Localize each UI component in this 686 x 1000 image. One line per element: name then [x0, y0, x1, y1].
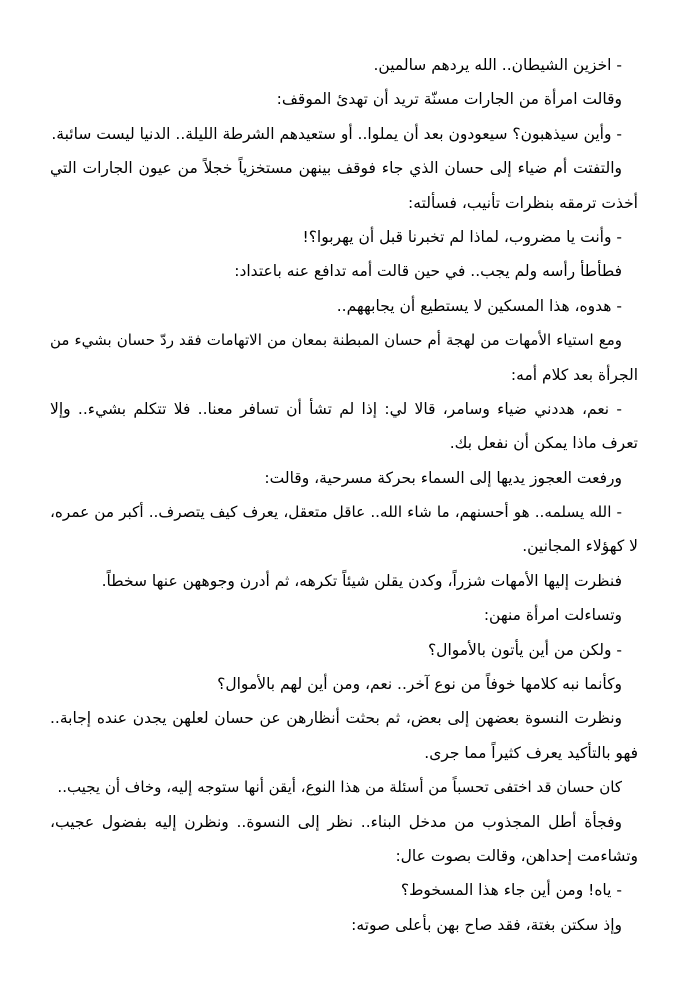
- text-line: ورفعت العجوز يديها إلى السماء بحركة مسرحية، وقالت:: [264, 468, 622, 487]
- text-line: - ولكن من أين يأتون بالأموال؟: [427, 640, 622, 659]
- text-line: - وأين سيذهبون؟ سيعودون بعد أن يملوا.. أو ستعيدهم الشرطة الليلة.. الدنيا ليست سائبة.: [51, 124, 622, 143]
- text-line: - نعم، هددني ضياء وسامر، قالا لي: إذا لم تشأ أن تسافر معنا.. فلا تتكلم بشيء.. وإلا: [50, 399, 622, 418]
- text-line: فنظرت إليها الأمهات شزراً، وكدن يقلن شيئاً تكرهه، ثم أدرن وجوههن عنها سخطاً.: [101, 571, 622, 590]
- text-line: فهو بالتأكيد يعرف كثيراً مما جرى.: [424, 743, 638, 762]
- text-line: والتفتت أم ضياء إلى حسان الذي جاء فوقف بينهن مستخزياً خجلاً من عيون الجارات التي: [50, 159, 622, 178]
- text-line: - وأنت يا مضروب، لماذا لم تخبرنا قبل أن يهربوا؟!: [302, 227, 622, 246]
- text-line: - اخزين الشيطان.. الله يردهم سالمين.: [373, 56, 622, 74]
- text-line: وقالت امرأة من الجارات مسنّة تريد أن تهدئ الموقف:: [276, 90, 622, 109]
- text-line: الجرأة بعد كلام أمه:: [510, 365, 638, 384]
- text-line: - ياه! ومن أين جاء هذا المسخوط؟: [400, 881, 622, 900]
- text-line: وتساءلت امرأة منهن:: [483, 606, 622, 625]
- text-line: ونظرت النسوة بعضهن إلى بعض، ثم بحثت أنظارهن عن حسان لعلهن يجدن عنده إجابة..: [50, 709, 622, 728]
- text-line: أخذت ترمقه بنظرات تأنيب، فسألته:: [408, 193, 638, 212]
- text-line: وإذ سكتن بغتة، فقد صاح بهن بأعلى صوته:: [351, 915, 622, 934]
- text-line: لا كهؤلاء المجانين.: [522, 537, 638, 556]
- text-line: فطأطأ رأسه ولم يجب.. في حين قالت أمه تدافع عنه باعتداد:: [234, 262, 622, 281]
- text-line: ومع استياء الأمهات من لهجة أم حسان المبطنة بمعان من الاتهامات فقد ردّ حسان بشيء من: [50, 331, 622, 350]
- text-line: كان حسان قد اختفى تحسباً من أسئلة من هذا النوع، أيقن أنها ستوجه إليه، وخاف أن يجيب..: [57, 778, 622, 797]
- text-line: وتشاءمت إحداهن، وقالت بصوت عال:: [395, 846, 638, 865]
- document-page: [50, 48, 638, 942]
- text-line: وفجأة أطل المجذوب من مدخل البناء.. نظر إلى النسوة.. ونظرن إليه بفضول عجيب،: [50, 812, 622, 831]
- text-line: تعرف ماذا يمكن أن نفعل بك.: [449, 434, 638, 453]
- text-line: - هدوه، هذا المسكين لا يستطيع أن يجابههم..: [336, 296, 622, 315]
- text-line: وكأنما نبه كلامها خوفاً من نوع آخر.. نعم، ومن أين لهم بالأموال؟: [217, 675, 622, 694]
- text-line: - الله يسلمه.. هو أحسنهم، ما شاء الله.. عاقل متعقل، يعرف كيف يتصرف.. أكبر من عمره،: [50, 503, 622, 522]
